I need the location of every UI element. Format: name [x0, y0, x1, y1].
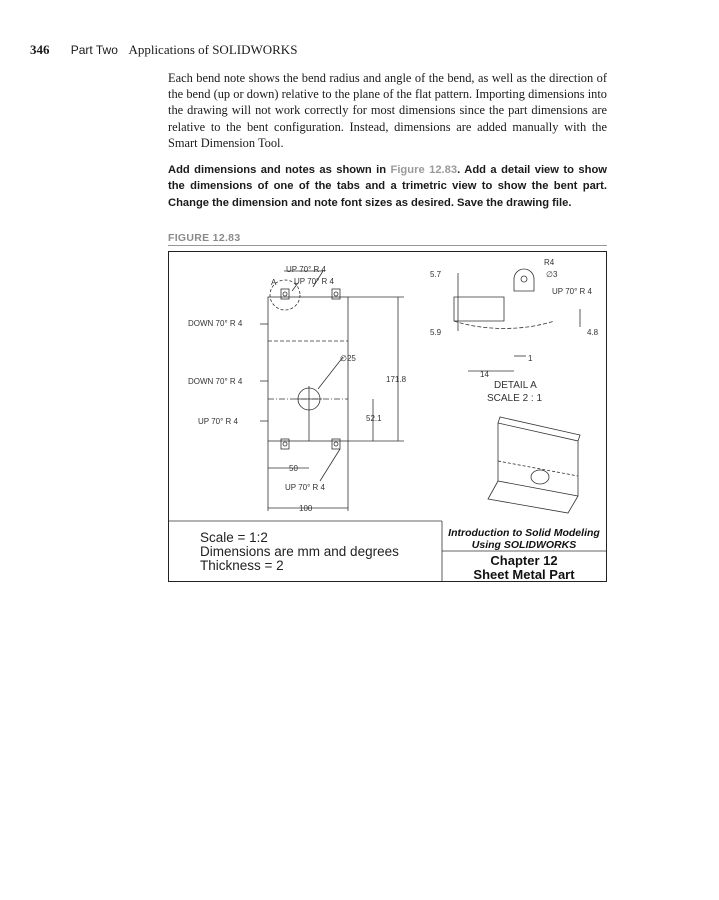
note-top-2: UP 70° R 4 — [294, 277, 334, 286]
flat-pattern-view — [260, 271, 404, 511]
detail-d3: ∅3 — [546, 270, 558, 279]
part-label: Part Two — [70, 43, 118, 57]
instruction-paragraph — [168, 162, 607, 211]
figure-label: FIGURE 12.83 — [168, 232, 241, 244]
detail-d59: 5.9 — [430, 328, 442, 337]
dim-hole-y: 52.1 — [366, 414, 382, 423]
detail-a-view — [454, 269, 580, 371]
note-thickness: Thickness = 2 — [200, 558, 284, 573]
note-down-1: DOWN 70° R 4 — [188, 319, 243, 328]
detail-tab-hole — [521, 276, 527, 282]
tab-bottom-right — [332, 439, 340, 449]
trimetric-base — [488, 481, 578, 513]
note-scale: Scale = 1:2 — [200, 530, 268, 545]
page-number: 346 — [30, 42, 50, 57]
trimetric-back-wall — [498, 423, 578, 496]
detail-d57: 5.7 — [430, 270, 442, 279]
leader-up-bottom — [320, 449, 340, 481]
body-paragraph: Each bend note shows the bend radius and angle of the bend, as well as the direction of the bend (up or down) relative to the plane of the flat pattern. Importing dimensions into the drawing will not work correctly for most dimensions since the part dimensions are relative to the bent configuration. Instead, dimensions are added manually with the Smart Dimension Tool. — [168, 71, 607, 150]
note-up-left: UP 70° R 4 — [198, 417, 238, 426]
tab-bottom-left — [281, 439, 289, 449]
trimetric-top-flange — [498, 417, 580, 441]
instruction-text-after: . Add a detail view to show the dimensions of one of the tabs and a trimetric view to show the bent part. Change the dimension and note font sizes as desired. Save the drawing file. — [168, 164, 607, 209]
note-down-2: DOWN 70° R 4 — [188, 377, 243, 386]
tab-top-right — [332, 289, 340, 299]
titleblock-line2: Using SOLIDWORKS — [471, 539, 577, 551]
note-top-1: UP 70° R 4 — [286, 265, 326, 274]
book-part-title: Applications of SOLIDWORKS — [128, 42, 298, 57]
figure-rule — [168, 245, 607, 246]
dim-width: 100 — [299, 504, 313, 513]
tab-hole — [283, 442, 287, 446]
titleblock-part: Sheet Metal Part — [473, 567, 575, 582]
tab-hole — [334, 442, 338, 446]
tab-hole — [283, 292, 287, 296]
detail-tab-body — [454, 297, 504, 321]
technical-drawing — [168, 251, 607, 582]
detail-d1: 1 — [528, 354, 533, 363]
detail-scale: SCALE 2 : 1 — [487, 393, 543, 404]
trimetric-view — [488, 417, 580, 513]
figure-reference: Figure 12.83 — [390, 164, 458, 176]
detail-callout-label: A — [271, 278, 277, 287]
note-units: Dimensions are mm and degrees — [200, 544, 399, 559]
instruction-text-before: Add dimensions and notes as shown in — [168, 164, 391, 176]
dim-hole-x: 50 — [289, 464, 298, 473]
dim-hole-dia: ∅25 — [340, 354, 356, 363]
trimetric-hole — [531, 470, 549, 484]
titleblock-line1: Introduction to Solid Modeling — [448, 527, 600, 539]
trimetric-bend — [498, 461, 578, 476]
detail-arc — [454, 321, 554, 328]
detail-d14: 14 — [480, 370, 489, 379]
page-header — [30, 42, 297, 58]
tab-hole — [334, 292, 338, 296]
detail-title: DETAIL A — [494, 380, 537, 391]
dim-height: 171.8 — [386, 375, 407, 384]
flat-pattern-outline — [268, 297, 348, 441]
tab-top-left — [281, 289, 289, 299]
detail-up-note: UP 70° R 4 — [552, 287, 592, 296]
detail-r4: R4 — [544, 258, 555, 267]
note-up-bottom: UP 70° R 4 — [285, 483, 325, 492]
detail-d48: 4.8 — [587, 328, 599, 337]
titleblock-chapter: Chapter 12 — [490, 553, 558, 568]
detail-tab-ear — [514, 269, 534, 291]
